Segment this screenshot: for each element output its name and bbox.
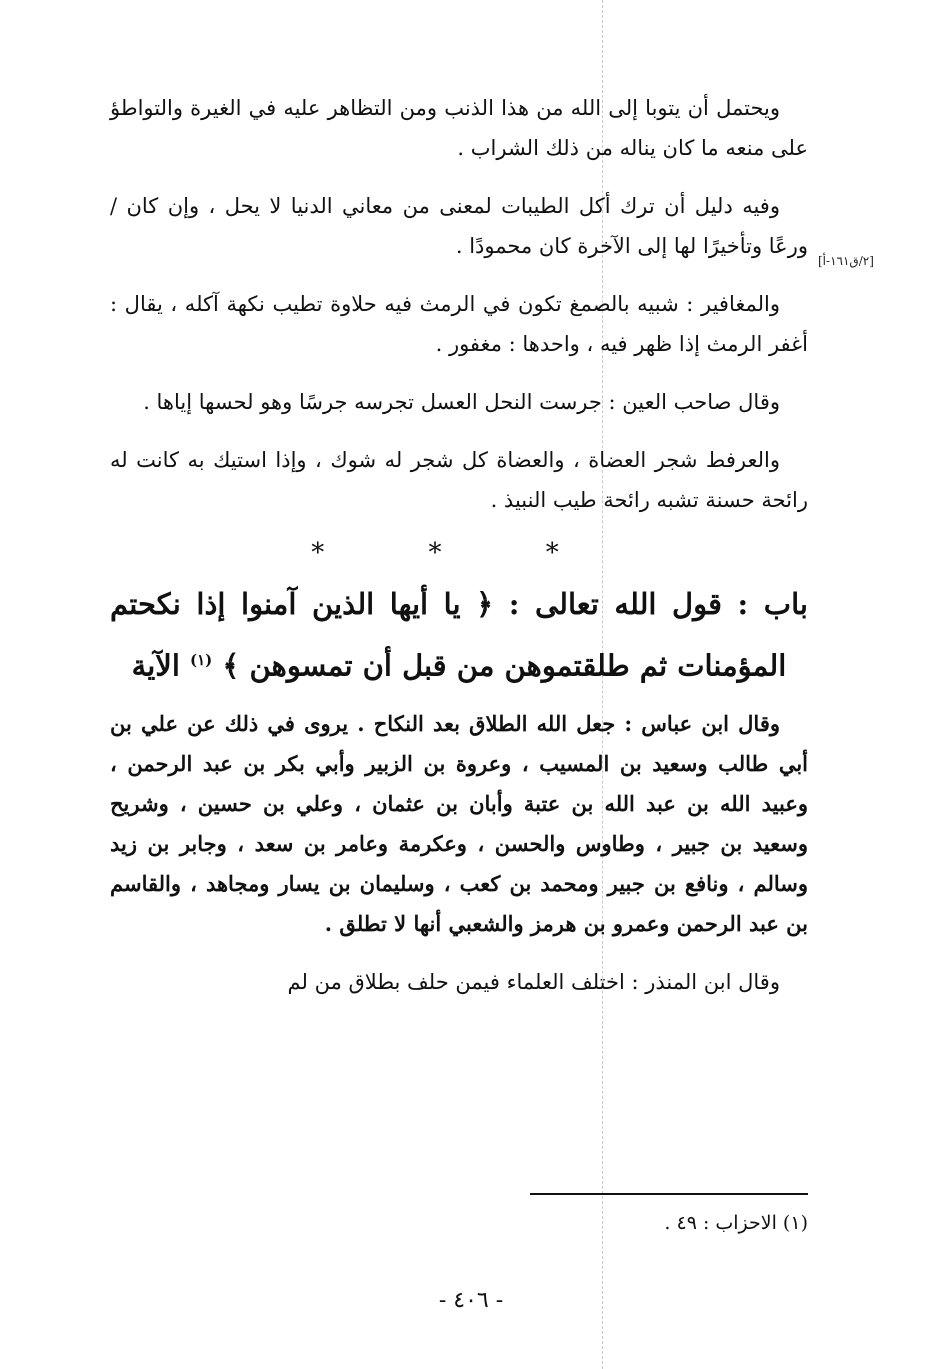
paragraph-1: ويحتمل أن يتوبا إلى الله من هذا الذنب ومن التظاهر عليه في الغيرة والتواطؤ على منعه ما كان يناله من ذلك الشراب . — [110, 96, 808, 160]
paragraph-7: وقال ابن المنذر : اختلف العلماء فيمن حلف بطلاق من لم — [287, 969, 780, 994]
paragraph-5: والعرفط شجر العضاة ، والعضاة كل شجر له شوك ، وإذا استيك به كانت له رائحة حسنة تشبه رائحة طيب النبيذ . — [110, 448, 808, 512]
footnote-rule — [530, 1193, 808, 1195]
paragraph-2: وفيه دليل أن ترك أكل الطيبات لمعنى من معاني الدنيا لا يحل ، وإن كان / ورعًا وتأخيرًا لها إلى الآخرة كان محمودًا . — [110, 194, 808, 258]
footnote: (١) الاحزاب : ٤٩ . — [664, 1212, 808, 1234]
section-separator: * * * — [311, 538, 607, 568]
paragraph-3: والمغافير : شبيه بالصمغ تكون في الرمث فيه حلاوة تطيب نكهة آكله ، يقال : أغفر الرمث إذا ظهر فيه ، واحدها : مغفور . — [110, 292, 808, 356]
chapter-heading — [110, 576, 808, 694]
page-body — [110, 88, 808, 1020]
chapter-heading-tail: الآية — [131, 648, 180, 683]
manuscript-folio-note: [٢/ق١٦١-أ] — [818, 254, 874, 268]
paragraph-4: وقال صاحب العين : جرست النحل العسل تجرسه جرسًا وهو لحسها إياها . — [143, 390, 780, 414]
paragraph-6: وقال ابن عباس : جعل الله الطلاق بعد النكاح . يروى في ذلك عن علي بن أبي طالب وسعيد بن المسيب ، وعروة بن الزبير وأبي بكر بن عبد الرحمن ، وعبيد الله بن عبد الله بن عتبة وأبان بن عثمان ، وعلي بن حسين ، وشريح وسعيد بن جبير ، وطاوس والحسن ، وعكرمة وعامر بن سعد ، وجابر بن زيد وسالم ، ونافع بن جبير ومحمد بن كعب ، وسليمان بن يسار ومجاهد ، والقاسم بن عبد الرحمن وعمرو بن هرمز والشعبي أنها لا تطلق . — [110, 710, 808, 936]
chapter-heading-text: باب : قول الله تعالى : ﴿ يا أيها الذين آمنوا إذا نكحتم المؤمنات ثم طلقتموهن من قبل أن تمسوهن ﴾ — [110, 587, 808, 683]
footnote-marker: (١) — [190, 651, 213, 669]
page-number: - ٤٠٦ - — [438, 1288, 504, 1313]
